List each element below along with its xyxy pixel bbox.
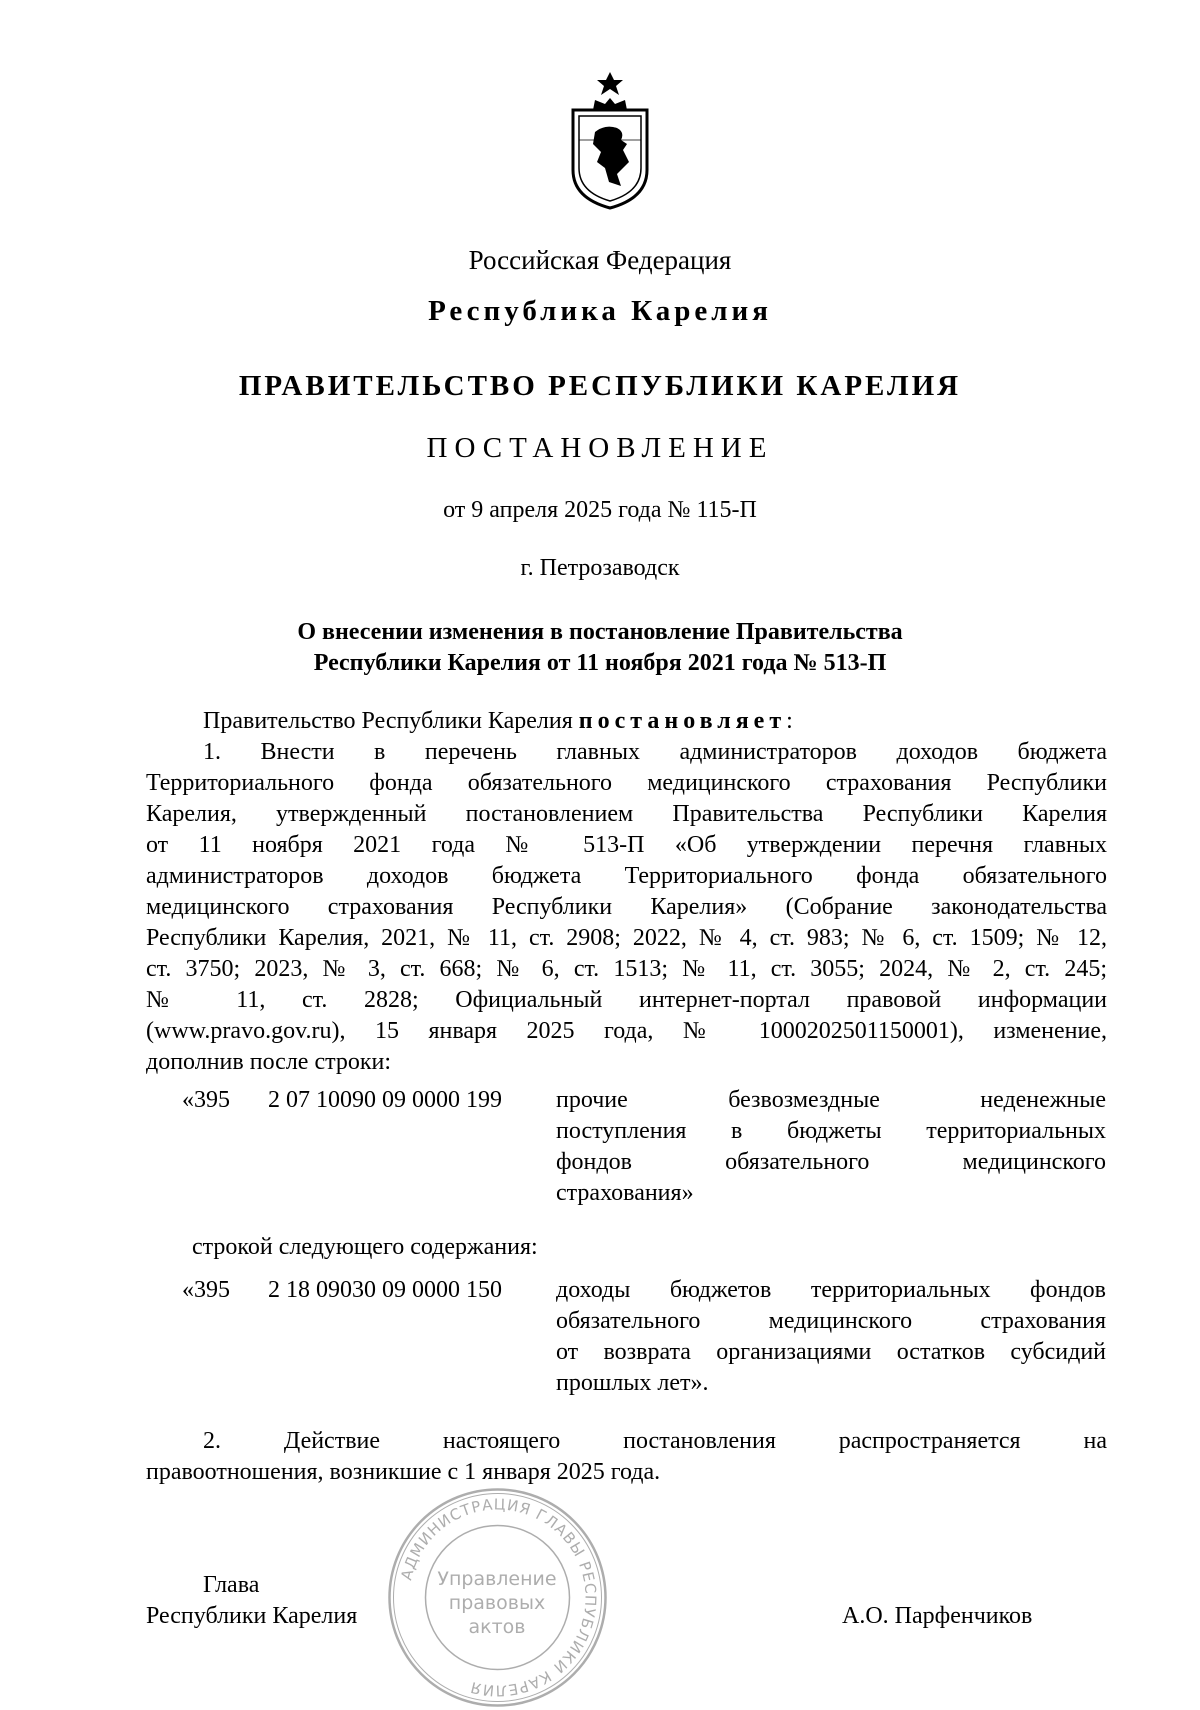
government-name: ПРАВИТЕЛЬСТВО РЕСПУБЛИКИ КАРЕЛИЯ	[238, 370, 962, 402]
official-seal-stamp	[385, 1485, 610, 1710]
description-line: доходы бюджетов территориальных фондов	[556, 1277, 1106, 1303]
intro-text: Правительство Республики Карелия	[203, 708, 573, 734]
admin-code: «395	[182, 1277, 230, 1303]
description-line: поступления в бюджеты территориальных	[556, 1118, 1106, 1144]
description-line: обязательного медицинского страхования	[556, 1308, 1106, 1334]
paragraph-line: № 11, ст. 2828; Официальный интернет-портал правовой информации	[146, 987, 1107, 1013]
paragraph-line: Карелия, утвержденный постановлением Правительства Республики Карелия	[146, 801, 1107, 827]
paragraph-line: дополнив после строки:	[146, 1049, 392, 1075]
kbk-code: 2 07 10090 09 0000 199	[268, 1087, 502, 1113]
paragraph-line: Республики Карелия, 2021, № 11, ст. 2908; 2022, № 4, ст. 983; № 6, ст. 1509; № 12,	[146, 925, 1107, 951]
document-type: ПОСТАНОВЛЕНИЕ	[426, 432, 774, 464]
document-date-number: от 9 апреля 2025 года № 115-П	[443, 497, 757, 523]
table-row-new	[0, 1275, 1200, 1405]
paragraph-line: ст. 3750; 2023, № 3, ст. 668; № 6, ст. 1513; № 11, ст. 3055; 2024, № 2, ст. 245;	[146, 956, 1107, 982]
seal-center-text: актов	[468, 1616, 526, 1638]
paragraph-line: 1. Внести в перечень главных администраторов доходов бюджета	[203, 739, 1107, 765]
country-name: Российская Федерация	[468, 245, 732, 275]
intro-verb: постановляет	[578, 708, 787, 734]
description-line: фондов обязательного медицинского	[556, 1149, 1106, 1175]
signatory-title: Республики Карелия	[146, 1603, 358, 1629]
coat-of-arms-icon	[565, 70, 655, 210]
connector-text: строкой следующего содержания:	[192, 1234, 538, 1260]
income-description	[556, 1085, 1106, 1209]
paragraph-line: от 11 ноября 2021 года № 513-П «Об утверждении перечня главных	[146, 832, 1107, 858]
republic-name: Республика Карелия	[428, 295, 772, 327]
paragraph-line: медицинского страхования Республики Карелия» (Собрание законодательства	[146, 894, 1107, 920]
description-line: прошлых лет».	[556, 1370, 709, 1396]
intro-sentence	[203, 706, 793, 737]
seal-center-text: правовых	[448, 1592, 546, 1614]
paragraph-line: (www.pravo.gov.ru), 15 января 2025 года, № 1000202501150001), изменение,	[146, 1018, 1107, 1044]
paragraph-line: администраторов доходов бюджета Территориального фонда обязательного	[146, 863, 1107, 889]
paragraph-2	[146, 1426, 1107, 1488]
signatory-title: Глава	[203, 1572, 260, 1598]
income-description	[556, 1275, 1106, 1399]
paragraph-1	[146, 737, 1107, 1078]
document-city: г. Петрозаводск	[520, 555, 680, 581]
kbk-code: 2 18 09030 09 0000 150	[268, 1277, 502, 1303]
intro-colon: :	[786, 708, 793, 734]
admin-code: «395	[182, 1087, 230, 1113]
description-line: прочие безвозмездные неденежные	[556, 1087, 1106, 1113]
paragraph-line: Территориального фонда обязательного медицинского страхования Республики	[146, 770, 1107, 796]
seal-center-text: Управление	[437, 1568, 557, 1590]
signatory-name: А.О. Парфенчиков	[842, 1603, 1033, 1629]
description-line: страхования»	[556, 1180, 694, 1206]
table-row-old	[0, 1085, 1200, 1215]
description-line: от возврата организациями остатков субсидий	[556, 1339, 1106, 1365]
subject-line: Республики Карелия от 11 ноября 2021 года № 513-П	[313, 650, 887, 676]
paragraph-line: правоотношения, возникшие с 1 января 2025 года.	[146, 1459, 661, 1485]
document-subject	[0, 617, 1200, 679]
paragraph-line: 2. Действие настоящего постановления распространяется на	[203, 1428, 1107, 1454]
seal-ring-text: АДМИНИСТРАЦИЯ ГЛАВЫ РЕСПУБЛИКИ КАРЕЛИЯ	[397, 1495, 600, 1700]
subject-line: О внесении изменения в постановление Правительства	[297, 619, 903, 645]
